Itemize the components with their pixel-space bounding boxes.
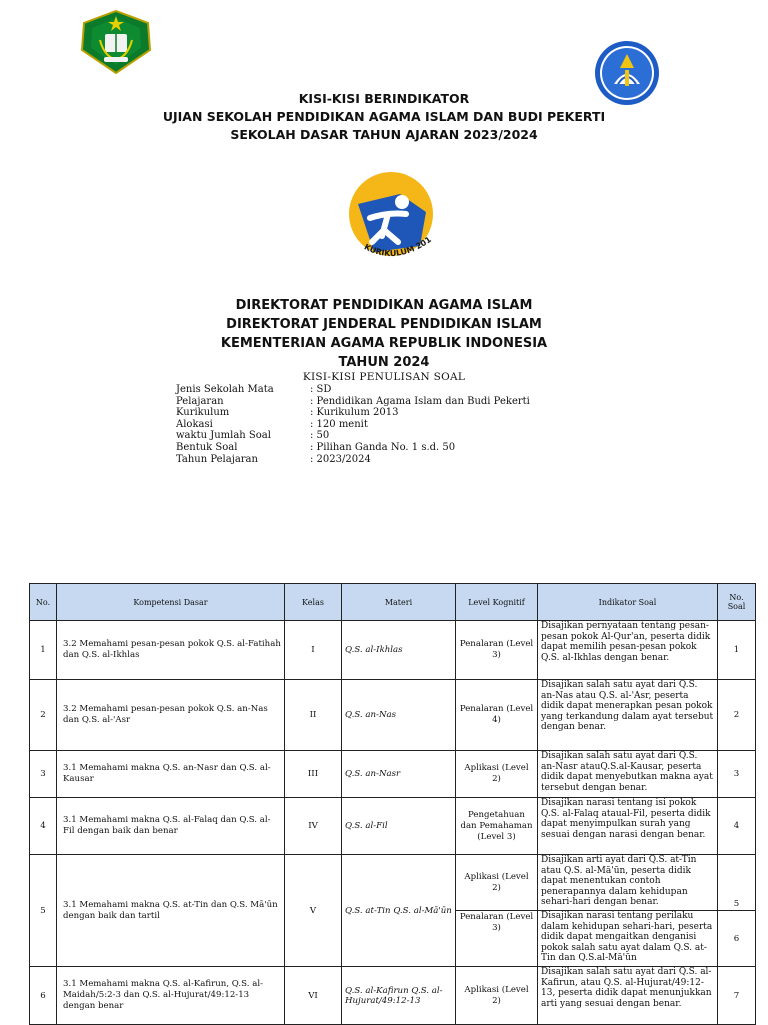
cell-kompetensi-dasar: 3.1 Memahami makna Q.S. at-Tin dan Q.S. Mā'ūn dengan baik dan tartil [57, 855, 285, 967]
exam-info-block [176, 384, 530, 465]
cell-kelas: III [285, 751, 342, 798]
info-value: : Pilihan Ganda No. 1 s.d. 50 [310, 441, 456, 453]
info-key: Tahun Pelajaran [176, 453, 258, 465]
cell-level: Aplikasi (Level 2) [456, 751, 538, 798]
cell-indikator: Disajikan salah satu ayat dari Q.S. al-Kafirun, atau Q.S. al-Hujurat/49:12-13, peserta didik dapat menunjukkan arti yang sesuai dengan benar. [538, 967, 718, 1025]
cell-kompetensi-dasar: 3.2 Memahami pesan-pesan pokok Q.S. an-Nas dan Q.S. al-'Asr [57, 680, 285, 751]
cell-kompetensi-dasar: 3.2 Memahami pesan-pesan pokok Q.S. al-Fatihah dan Q.S. al-Ikhlas [57, 621, 285, 680]
info-value: : 120 menit [310, 418, 368, 430]
cell-level: Pengetahuan dan Pemahaman (Level 3) [456, 798, 538, 855]
info-row [176, 442, 530, 454]
cell-kelas: VI [285, 967, 342, 1025]
cell-no-soal: 1 [718, 621, 756, 680]
header-no-soal: No. Soal [718, 584, 756, 621]
cell-materi: Q.S. al-Ikhlas [342, 621, 456, 680]
info-value: : Kurikulum 2013 [310, 407, 399, 419]
table-row [30, 621, 756, 680]
info-value: : Pendidikan Agama Islam dan Budi Pekerti [310, 395, 530, 407]
info-value: : 2023/2024 [310, 453, 371, 465]
title-line-1: KISI-KISI BERINDIKATOR [298, 91, 470, 106]
cell-no: 2 [30, 680, 57, 751]
cell-materi: Q.S. al-Fil [342, 798, 456, 855]
organization-block [0, 296, 768, 372]
title-line-3: SEKOLAH DASAR TAHUN AJARAN 2023/2024 [230, 127, 538, 142]
cell-no-soal: 2 [718, 680, 756, 751]
cell-indikator: Disajikan pernyataan tentang pesan-pesan pokok Al-Qur'an, peserta didik dapat memilih pesan-pesan pokok Q.S. al-Ikhlas dengan benar. [538, 621, 718, 680]
cell-no: 1 [30, 621, 57, 680]
org-line-1: DIREKTORAT PENDIDIKAN AGAMA ISLAM [235, 298, 533, 313]
cell-kelas: II [285, 680, 342, 751]
cell-kelas: I [285, 621, 342, 680]
cell-no: 5 [30, 855, 57, 967]
cell-materi: Q.S. an-Nasr [342, 751, 456, 798]
info-row [176, 454, 530, 466]
header-level-kognitif: Level Kognitif [456, 584, 538, 621]
cell-indikator: Disajikan arti ayat dari Q.S. at-Tin atau Q.S. al-Mā'ūn, peserta didik dapat menentukan contoh penerapannya dalam kehidupan sehari-hari dengan benar. [538, 855, 718, 911]
info-row [176, 430, 530, 442]
cell-no-soal: 3 [718, 751, 756, 798]
cell-level: Penalaran (Level 4) [456, 680, 538, 751]
cell-indikator: Disajikan narasi tentang perilaku dalam kehidupan sehari-hari, peserta didik dapat mengaitkan denganisi pokok salah satu ayat dalam Q.S. at-Tin dan Q.S.al-Mā'ūn [538, 911, 718, 967]
cell-level: Aplikasi (Level 2) [456, 967, 538, 1025]
cell-no: 4 [30, 798, 57, 855]
table-header-row [30, 584, 756, 621]
cell-no-soal: 6 [718, 911, 756, 967]
cell-level: Penalaran (Level 3) [456, 621, 538, 680]
header-kelas: Kelas [285, 584, 342, 621]
info-row [176, 419, 530, 431]
cell-level: Aplikasi (Level 2) [456, 855, 538, 911]
cell-no: 3 [30, 751, 57, 798]
cell-no-soal: 7 [718, 967, 756, 1025]
table-row [30, 798, 756, 855]
info-row [176, 396, 530, 408]
cell-indikator: Disajikan salah satu ayat dari Q.S. an-Nas atau Q.S. al-'Asr, peserta didik dapat menerapkan pesan pokok yang terkandung dalam ayat tersebut dengan benar. [538, 680, 718, 751]
info-key: Pelajaran [176, 395, 224, 407]
info-key: waktu Jumlah Soal [176, 430, 271, 442]
cell-kompetensi-dasar: 3.1 Memahami makna Q.S. al-Falaq dan Q.S. al-Fil dengan baik dan benar [57, 798, 285, 855]
cell-kompetensi-dasar: 3.1 Memahami makna Q.S. an-Nasr dan Q.S. al-Kausar [57, 751, 285, 798]
org-line-2: DIREKTORAT JENDERAL PENDIDIKAN ISLAM [226, 317, 542, 332]
cell-kompetensi-dasar: 3.1 Memahami makna Q.S. al-Kafirun, Q.S. al-Maidah/5:2-3 dan Q.S. al-Hujurat/49:12-13 dengan benar [57, 967, 285, 1025]
cell-no: 6 [30, 967, 57, 1025]
cell-materi: Q.S. al-Kafirun Q.S. al-Hujurat/49:12-13 [342, 967, 456, 1025]
kisi-kisi-subheading: KISI-KISI PENULISAN SOAL [302, 371, 466, 383]
info-key: Alokasi [176, 418, 213, 430]
table-row [30, 855, 756, 911]
table-row [30, 680, 756, 751]
info-key: Jenis Sekolah Mata [176, 384, 274, 395]
cell-materi: Q.S. an-Nas [342, 680, 456, 751]
kurikulum-2013-logo [344, 172, 438, 266]
cell-no-soal: 5 [718, 855, 756, 911]
info-value: : SD [310, 384, 332, 395]
cell-kelas: V [285, 855, 342, 967]
kisi-kisi-table [29, 583, 756, 1025]
org-line-4: TAHUN 2024 [338, 355, 430, 370]
header-materi: Materi [342, 584, 456, 621]
info-value: : 50 [310, 430, 330, 442]
org-line-3: KEMENTERIAN AGAMA REPUBLIK INDONESIA [220, 336, 548, 351]
info-row [176, 384, 530, 396]
table-row [30, 751, 756, 798]
cell-no-soal: 4 [718, 798, 756, 855]
header-no: No. [30, 584, 57, 621]
document-title [0, 90, 768, 144]
info-key: Kurikulum [176, 407, 230, 419]
header-kompetensi-dasar: Kompetensi Dasar [57, 584, 285, 621]
cell-indikator: Disajikan narasi tentang isi pokok Q.S. al-Falaq ataual-Fil, peserta didik dapat menyimpulkan surah yang sesuai dengan narasi dengan benar. [538, 798, 718, 855]
title-line-2: UJIAN SEKOLAH PENDIDIKAN AGAMA ISLAM DAN BUDI PEKERTI [162, 109, 606, 124]
cell-kelas: IV [285, 798, 342, 855]
cell-level: Penalaran (Level 3) [456, 911, 538, 967]
header-indikator-soal: Indikator Soal [538, 584, 718, 621]
info-row [176, 407, 530, 419]
table-row [30, 967, 756, 1025]
cell-indikator: Disajikan salah satu ayat dari Q.S. an-Nasr atauQ.S.al-Kausar, peserta didik dapat menyebutkan makna ayat tersebut dengan benar. [538, 751, 718, 798]
info-key: Bentuk Soal [176, 441, 238, 453]
kurikulum-logo-text: KURIKULUM 201 [362, 234, 434, 259]
kemenag-logo [80, 10, 152, 74]
cell-materi: Q.S. at-Tin Q.S. al-Mā'ūn [342, 855, 456, 967]
